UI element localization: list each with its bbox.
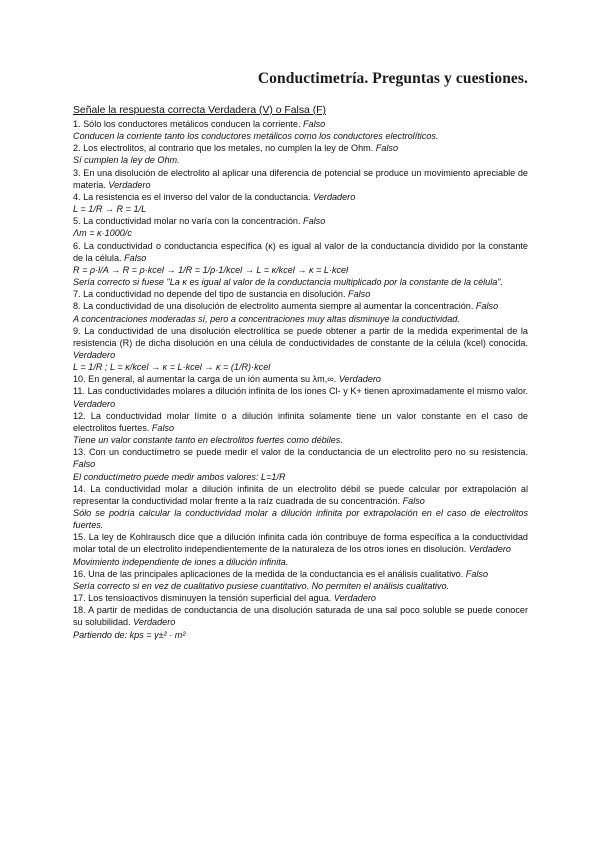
answer-explanation: El conductímetro puede medir ambos valores: L=1/R [73, 471, 286, 482]
question-text: 15. La ley de Kohlrausch dice que a dilución infinita cada ión contribuye de forma específica a la conductividad molar total de un electrolito independientemente de la naturaleza de los otros iones en disolución. [73, 532, 528, 555]
answer-explanation: Tiene un valor constante tanto en electrolitos fuertes como débiles. [73, 435, 343, 446]
question-item [73, 568, 528, 580]
answer-explanation: R = ρ·l/A → R = ρ·kcel → 1/R = 1/ρ·1/kcel → L = κ/kcel → κ = L·kcel [73, 264, 349, 275]
answer-label: Verdadero [73, 349, 116, 360]
answer-explanation: Λm = κ·1000/c [73, 228, 132, 239]
answer-label: Verdadero [73, 398, 116, 409]
question-text: 9. La conductividad de una disolución electrolítica se puede obtener a partir de la medida experimental de la resistencia (R) de dicha disolución en una célula de conductividades de constante de la célula (kcel) conocida. [73, 325, 528, 348]
question-text: 14. La conductividad molar a dilución infinita de un electrolito débil se puede calcular por extrapolación al representar la conductividad molar frente a la raíz cuadrada de su concentración. [73, 483, 528, 506]
question-item [73, 288, 528, 300]
answer-label: Falso [475, 301, 499, 312]
question-text: 6. La conductividad o conductancia específica (κ) es igual al valor de la conductancia dividido por la constante de la célula. [73, 240, 528, 263]
question-text: 5. La conductividad molar no varía con la concentración. [73, 216, 301, 227]
question-item [73, 240, 528, 264]
answer-explanation: Partiendo de: kps = γ±² · m² [73, 629, 186, 640]
question-item [73, 325, 528, 361]
questions-body [73, 104, 528, 641]
answer-explanation: L = 1/R ; L = κ/kcel → κ = L·kcel → κ = (1/R)·kcel [73, 362, 271, 373]
answer-label: Falso [124, 252, 147, 263]
answer-label: Falso [303, 119, 326, 129]
answer-explanation: L = 1/R → R = 1/L [73, 204, 147, 215]
document-title: Conductimetría. Preguntas y cuestiones. [257, 70, 528, 87]
question-item [73, 410, 528, 434]
question-item [73, 604, 528, 628]
question-item [73, 385, 528, 409]
question-item [73, 215, 528, 227]
question-text: 10. En general, al aumentar la carga de un ión aumenta su λm,∞. [73, 374, 337, 385]
question-text: 8. La conductividad de una disolución de electrolito aumenta siempre al aumentar la concentración. [73, 301, 474, 312]
answer-explanation: A concentraciones moderadas sí, pero a concentraciones muy altas disminuye la conductividad. [73, 313, 460, 324]
question-item [73, 191, 528, 203]
question-item [73, 446, 528, 470]
answer-label: Verdadero [313, 191, 356, 202]
question-item [73, 483, 528, 507]
question-text: 18. A partir de medidas de conductancia de una disolución saturada de una sal poco soluble se puede conocer su solubilidad. [73, 605, 528, 628]
question-text: 1. Sólo los conductores metálicos conducen la corriente. [73, 119, 301, 129]
answer-label: Verdadero [133, 617, 176, 628]
question-item [73, 118, 528, 130]
answer-explanation: Sería correcto si fuese "La κ es igual al valor de la conductancia multiplicado por la constante de la célula". [73, 277, 504, 288]
answer-explanation: Sólo se podría calcular la conductividad molar a dilución infinita por extrapolación en el caso de electrolitos fuertes. [73, 508, 528, 531]
question-text: 2. Los electrolitos, al contrario que los metales, no cumplen la ley de Ohm. [73, 143, 374, 154]
answer-explanation: Conducen la corriente tanto los conductores metálicos como los conductores electrolíticos. [73, 131, 439, 142]
answer-label: Falso [375, 143, 399, 154]
section-heading: Señale la respuesta correcta Verdadera (V) o Falsa (F) [73, 105, 326, 116]
question-text: 16. Una de las principales aplicaciones de la medida de la conductancia es el análisis cualitativo. [73, 568, 464, 579]
question-text: 4. La resistencia es el inverso del valor de la conductancia. [73, 191, 311, 202]
question-item [73, 592, 528, 604]
question-item [73, 142, 528, 154]
question-text: 7. La conductividad no depende del tipo de sustancia en disolución. [73, 289, 346, 300]
answer-label: Verdadero [468, 544, 511, 555]
answer-label: Falso [73, 459, 96, 470]
question-text: 11. Las conductividades molares a dilución infinita de los iones Cl- y K+ tienen aproximadamente el mismo valor. [73, 386, 528, 397]
question-item [73, 300, 528, 312]
answer-label: Falso [402, 495, 425, 506]
question-text: 3. En una disolución de electrolito al aplicar una diferencia de potencial se produce un movimiento apreciable de materia. [73, 167, 528, 190]
answer-label: Falso [151, 422, 175, 433]
question-text: 17. Los tensioactivos disminuyen la tensión superficial del agua. [73, 593, 332, 604]
answer-label: Verdadero [333, 593, 376, 604]
answer-label: Falso [465, 568, 489, 579]
answer-label: Verdadero [338, 374, 381, 385]
answer-explanation: Sería correcto si en vez de cualitativo pusiese cuantitativo. No permiten el análisis cualitativo. [73, 580, 450, 591]
answer-label: Falso [348, 289, 371, 300]
question-text: 12. La conductividad molar límite o a dilución infinita solamente tiene un valor constante en el caso de electrolitos fuertes. [73, 410, 528, 433]
answer-label: Verdadero [108, 179, 151, 190]
question-item [73, 531, 528, 555]
answer-explanation: Movimiento independiente de iones a dilución infinita. [73, 556, 289, 567]
question-text: 13. Con un conductímetro se puede medir el valor de la conductancia de un electrolito pero no su resistencia. [73, 447, 528, 458]
answer-label: Falso [303, 216, 326, 227]
question-item [73, 167, 528, 191]
answer-explanation: Sí cumplen la ley de Ohm. [73, 155, 180, 166]
question-item [73, 373, 528, 385]
